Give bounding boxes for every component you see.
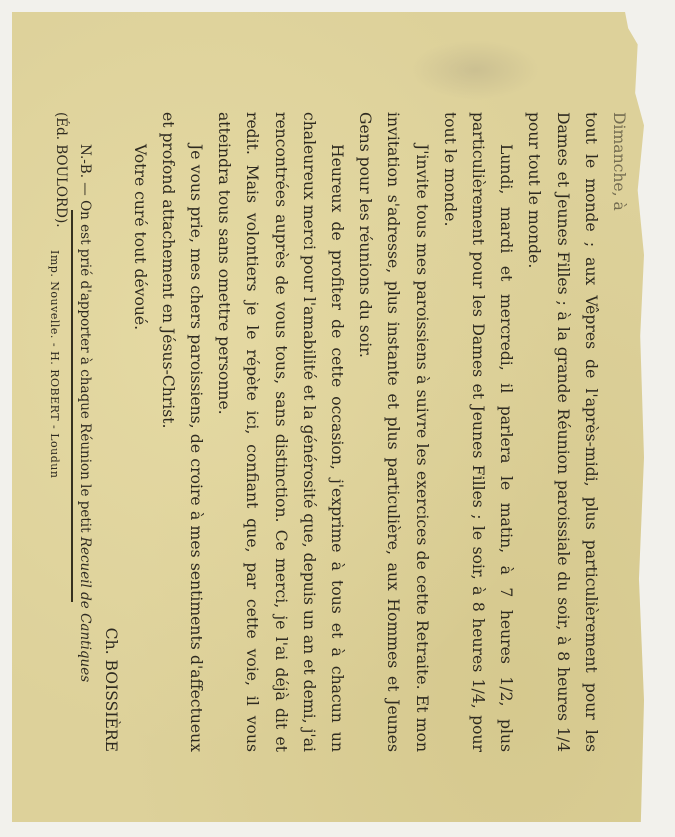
letter-body — [48, 112, 633, 752]
note-italic: Recueil de Cantiques — [77, 536, 94, 683]
signature: Ch. BOISSIÈRE — [102, 627, 121, 752]
torn-top-line: Dimanche, à — [610, 112, 628, 211]
paragraph-2: Lundi, mardi et mercredi, il parlera le matin, à 7 heures 1/2, plus particulièrement pour les Dames et Jeunes Filles ; le soir, à 8 heures 1/4, pour tout le monde. — [440, 112, 516, 752]
note-suffix: (Éd. BOULORD). — [52, 112, 69, 228]
nota-bene — [73, 112, 98, 752]
paragraph-5: Je vous prie, mes chers paroissiens, de croire à mes sentiments d'affectueux et profond attachement en Jésus-Christ. — [158, 112, 205, 752]
closing-line: Votre curé tout dévoué. — [130, 144, 149, 331]
printer-imprint: Imp. Nouvelle. - H. ROBERT - Loudun — [48, 250, 61, 479]
paragraph-1: tout le monde ; aux Vêpres de l'après-midi, plus particulièrement pour les Dames et Jeunes Filles ; à la grande Réunion paroissiale du soir, à 8 heures 1/4 pour tout le monde. — [525, 112, 600, 752]
divider-rule — [71, 210, 73, 602]
paragraph-3: J'invite tous mes paroissiens à suivre les exercices de cette Retraite. Et mon invitation s'adresse, plus instante et plus particulière, aux Hommes et Jeunes Gens pour les réunions du soir. — [356, 112, 431, 752]
paragraph-4: Heureux de profiter de cette occasion, j'exprime à tous et à chacun un chaleureux merci pour l'amabilité et la générosité que, depuis un an et demi, j'ai rencontrées auprès de vous tous, sans distinction. Ce merci, je l'ai déjà dit et redit. Mais volontiers je le répète ici, confiant que, par cette voie, il vous atteindra tous sans omettre personne. — [215, 112, 346, 752]
note-prefix: N.-B. — On est prié d'apporter à chaque Réunion le petit — [77, 144, 94, 533]
